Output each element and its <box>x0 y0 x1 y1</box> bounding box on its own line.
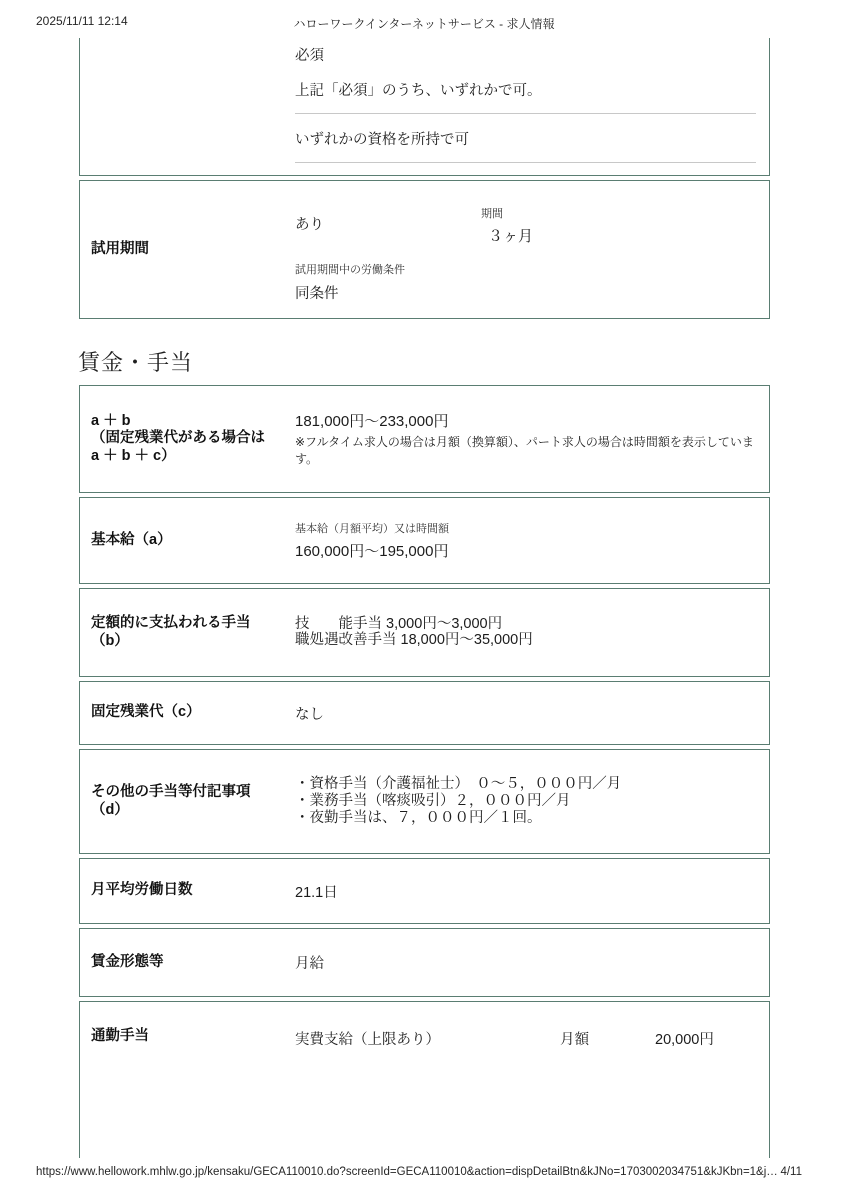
avg-working-days-value-cell <box>295 859 769 923</box>
commute-allowance-value-cell <box>295 1002 769 1158</box>
commute-allowance-row <box>79 1001 770 1158</box>
fixed-overtime-label: 固定残業代（c） <box>91 704 201 721</box>
period-value: ３ヶ月 <box>488 228 534 245</box>
commute-allowance-value: 実費支給（上限あり） <box>295 1032 440 1048</box>
trial-period-label: 試用期間 <box>91 240 149 257</box>
wage-total-label-line: a ＋ b <box>91 413 131 430</box>
base-wage-row <box>79 497 770 584</box>
qualification-row-label-empty <box>80 38 295 175</box>
trial-period-top <box>295 205 756 246</box>
other-allowance-label-line: （d） <box>91 801 129 818</box>
period-label: 期間 <box>481 208 503 220</box>
base-wage-value-cell <box>295 498 769 583</box>
separator <box>295 162 756 163</box>
page-content <box>79 38 770 1158</box>
commute-allowance-label: 通勤手当 <box>91 1028 149 1044</box>
base-wage-sub-label: 基本給（月額平均）又は時間額 <box>295 523 449 535</box>
avg-working-days-value: 21.1日 <box>295 884 338 901</box>
qualification-note: 上記「必須」のうち、いずれかで可。 <box>295 83 542 99</box>
print-page-number: 4/11 <box>780 1166 802 1178</box>
wage-total-note: ※フルタイム求人の場合は月額（換算額）、パート求人の場合は時間額を表示しています。 <box>295 435 754 466</box>
fixed-allowance-line: 職処遇改善手当 18,000円～35,000円 <box>295 631 533 648</box>
base-wage-amount: 160,000円～195,000円 <box>295 543 449 560</box>
avg-working-days-row <box>79 858 770 924</box>
trial-period-value: あり <box>295 217 324 233</box>
wage-type-row <box>79 928 770 997</box>
wage-type-value-cell <box>295 929 769 996</box>
fixed-allowance-label-line: （b） <box>91 632 129 649</box>
trial-conditions-label: 試用期間中の労働条件 <box>295 264 405 276</box>
fixed-allowance-value-cell <box>295 589 769 676</box>
trial-period-duration <box>481 205 533 246</box>
wage-total-label-line: （固定残業代がある場合は <box>91 430 265 447</box>
qualification-row <box>79 38 770 176</box>
wage-total-label <box>80 386 295 492</box>
other-allowance-row <box>79 749 770 854</box>
wage-total-amount: 181,000円～233,000円 <box>295 413 449 431</box>
required-badge: 必須 <box>295 48 324 64</box>
other-allowance-label-line: その他の手当等付記事項 <box>91 784 251 801</box>
print-timestamp: 2025/11/11 12:14 <box>36 14 128 28</box>
wage-type-value: 月給 <box>295 956 324 972</box>
fixed-overtime-value-cell <box>295 682 769 744</box>
trial-conditions-value: 同条件 <box>295 286 339 302</box>
fixed-overtime-row <box>79 681 770 745</box>
wage-type-label: 賃金形態等 <box>91 953 164 970</box>
document-title: ハローワークインターネットサービス - 求人情報 <box>293 17 555 31</box>
fixed-allowance-label <box>80 589 295 676</box>
commute-amount: 20,000円 <box>655 1032 714 1048</box>
other-allowance-line: ・夜勤手当は、７，０００円／１回。 <box>295 810 542 827</box>
wage-total-row <box>79 385 770 493</box>
other-allowance-label <box>80 750 295 853</box>
avg-working-days-label: 月平均労働日数 <box>91 882 193 899</box>
wage-total-value-cell <box>295 386 769 492</box>
wage-total-label-line: a ＋ b ＋ c） <box>91 447 176 464</box>
print-footer-url: https://www.hellowork.mhlw.go.jp/kensaku/GECA110010.do?screenId=GECA110010&action=dispDetailBtn&kJNo=1703002034751&kJKbn=1&j… <box>36 1166 778 1178</box>
qualification-note: いずれかの資格を所持で可 <box>295 132 469 148</box>
commute-unit-label: 月額 <box>560 1032 589 1048</box>
commute-allowance-inner <box>295 1028 756 1049</box>
trial-period-row <box>79 180 770 319</box>
base-wage-label: 基本給（a） <box>91 531 172 548</box>
section-heading-wages: 賃金・手当 <box>78 350 194 375</box>
other-allowance-line: ・業務手当（喀痰吸引）２，０００円／月 <box>295 792 571 809</box>
other-allowance-value-cell <box>295 750 769 853</box>
other-allowance-line: ・資格手当（介護福祉士） ０～５，０００円／月 <box>295 775 622 792</box>
qualification-row-value <box>295 38 769 175</box>
fixed-allowance-line: 技 能手当 3,000円～3,000円 <box>295 615 503 632</box>
separator <box>295 113 756 114</box>
fixed-overtime-value: なし <box>295 706 324 723</box>
fixed-allowance-row <box>79 588 770 677</box>
trial-period-value-cell <box>295 181 769 318</box>
fixed-allowance-label-line: 定額的に支払われる手当 <box>91 615 251 632</box>
